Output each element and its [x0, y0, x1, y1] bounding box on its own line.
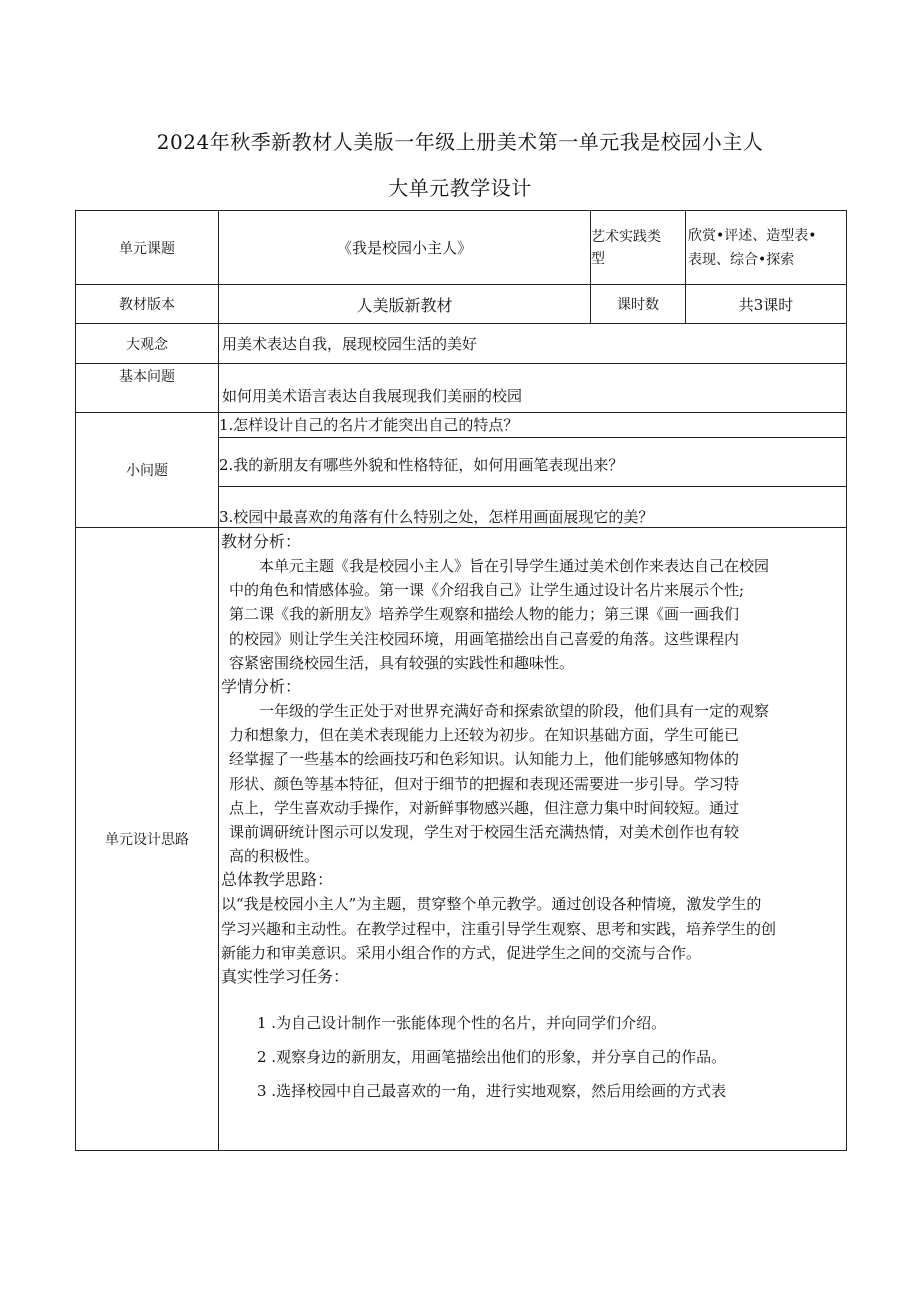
task-item-3: 3 .选择校园中自己最喜欢的一角，进行实地观察，然后用绘画的方式表 [257, 1082, 727, 1101]
small-questions-label: 小问题 [76, 413, 219, 528]
task-heading: 真实性学习任务： [221, 967, 350, 987]
basic-question-label: 基本问题 [76, 364, 219, 413]
student-line: 经掌握了一些基本的绘画技巧和色彩知识。认知能力上，他们能够感知物体的 [229, 750, 740, 769]
design-label: 单元设计思路 [76, 528, 219, 1151]
overall-line: 以“我是校园小主人”为主题，贯穿整个单元教学。通过创设各种情境，激发学生的 [221, 895, 762, 914]
student-line: 高的积极性。 [229, 847, 320, 866]
row-basic-question [76, 364, 847, 413]
task-item-2: 2 .观察身边的新朋友，用画笔描绘出他们的形象，并分享自己的作品。 [257, 1048, 727, 1067]
overall-line: 学习兴趣和主动性。在教学过程中，注重引导学生观察、思考和实践，培养学生的创 [221, 919, 777, 938]
material-heading: 教材分析： [221, 532, 302, 551]
row-unit-topic [76, 211, 847, 285]
material-analysis [221, 554, 846, 675]
row-small-questions [76, 413, 847, 528]
edition-value: 人美版新教材 [219, 285, 591, 324]
big-idea-label: 大观念 [76, 324, 219, 364]
student-line: 形状、颜色等基本特征，但对于细节的把握和表现还需要进一步引导。学习特 [229, 774, 740, 793]
document-title: 2024年秋季新教材人美版一年级上册美术第一单元我是校园小主人 [156, 130, 764, 154]
basic-question-value: 如何用美术语言表达自我展现我们美丽的校园 [219, 364, 847, 413]
hours-label: 课时数 [591, 285, 686, 324]
small-question-2: 2.我的新朋友有哪些外貌和性格特征，如何用画笔表现出来？ [219, 438, 846, 487]
material-line: 中的角色和情感体验。第一课《介绍我自己》让学生通过设计名片来展示个性; [229, 581, 745, 600]
unit-topic-label: 单元课题 [76, 211, 219, 285]
material-line: 本单元主题《我是校园小主人》旨在引导学生通过美术创作来表达自己在校园 [259, 557, 770, 575]
practice-type-value: 欣赏•评述、造型表• 表现、综合•探索 [686, 211, 847, 285]
task-item-1: 1 .为自己设计制作一张能体现个性的名片，并向同学们介绍。 [257, 1014, 667, 1033]
document-subtitle: 大单元教学设计 [388, 176, 532, 200]
student-heading: 学情分析： [221, 677, 302, 697]
practice-type-label: 艺术实践类 型 [591, 211, 686, 285]
material-line: 的校园》则让学生关注校园环境，用画笔描绘出自己喜爱的角落。这些课程内 [229, 629, 740, 648]
row-design-approach [76, 528, 847, 1151]
small-question-1: 1.怎样设计自己的名片才能突出自己的特点？ [219, 413, 846, 438]
material-line: 第二课《我的新朋友》培养学生观察和描绘人物的能力；第三课《画一画我们 [229, 605, 740, 624]
student-line: 点上，学生喜欢动手操作，对新鲜事物感兴趣，但注意力集中时间较短。通过 [229, 798, 740, 817]
material-line: 容紧密围绕校园生活，具有较强的实践性和趣味性。 [229, 653, 575, 672]
student-analysis [221, 699, 846, 868]
design-content [219, 528, 847, 1151]
overall-approach [221, 892, 846, 965]
student-line: 力和想象力，但在美术表现能力上还较为初步。在知识基础方面，学生可能已 [229, 726, 740, 745]
small-question-3: 3.校园中最喜欢的角落有什么特别之处，怎样用画面展现它的美？ [219, 508, 654, 526]
big-idea-value: 用美术表达自我，展现校园生活的美好 [219, 324, 847, 364]
hours-value: 共3课时 [686, 285, 847, 324]
student-line: 一年级的学生正处于对世界充满好奇和探索欲望的阶段，他们具有一定的观察 [259, 702, 770, 721]
small-questions-list [219, 413, 847, 528]
unit-design-table [75, 210, 847, 1151]
student-line: 课前调研统计图示可以发现，学生对于校园生活充满热情，对美术创作也有较 [229, 823, 740, 842]
edition-label: 教材版本 [76, 285, 219, 324]
overall-heading: 总体教学思路： [221, 870, 334, 890]
row-big-idea [76, 324, 847, 364]
overall-line: 新能力和审美意识。采用小组合作的方式，促进学生之间的交流与合作。 [221, 943, 702, 962]
row-edition [76, 285, 847, 324]
unit-topic-value: 《我是校园小主人》 [219, 211, 591, 285]
